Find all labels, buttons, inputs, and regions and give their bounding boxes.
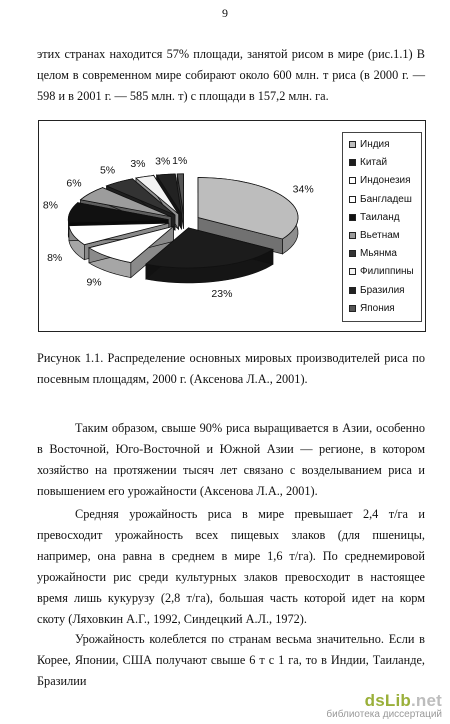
- paragraph-intro: этих странах находится 57% площади, занятой рисом в мире (рис.1.1) В целом в современном мире собирают около 600 млн. т риса (в 2000 г. — 598 и в 2001 г. — 585 млн. т) с площади в 157,2 млн. га.: [37, 47, 425, 103]
- legend-swatch: [349, 196, 356, 203]
- watermark: [326, 691, 442, 720]
- legend-label: Филиппины: [360, 266, 414, 278]
- pie-data-label: 3%: [155, 155, 171, 168]
- legend-swatch: [349, 177, 356, 184]
- figure-caption: Рисунок 1.1. Распределение основных мировых производителей риса по посевным площадям, 2000 г. (Аксенова Л.А., 2001).: [37, 351, 425, 386]
- legend-swatch: [349, 305, 356, 312]
- legend-swatch: [349, 268, 356, 275]
- paragraph-asia: Таким образом, свыше 90% риса выращивается в Азии, особенно в Восточной, Юго-Восточной и Южной Азии — регионе, в котором хозяйство на протяжении тысяч лет связано с возделыванием риса и повышением его урожайности (Аксенова Л.А., 2001).: [37, 421, 425, 498]
- legend-label: Мьянма: [360, 248, 397, 260]
- pie-data-label: 8%: [47, 252, 63, 265]
- pie-data-label: 3%: [130, 158, 146, 171]
- legend-label: Китай: [360, 157, 388, 169]
- pie-data-label: 6%: [66, 177, 82, 190]
- page-number: 9: [222, 6, 228, 20]
- pie-data-label: 8%: [42, 199, 59, 212]
- legend-label: Вьетнам: [360, 230, 400, 241]
- figure-rice-producers: [38, 120, 426, 332]
- pie-data-label: 9%: [86, 276, 102, 289]
- pie-data-label: 1%: [172, 154, 188, 167]
- legend-label: Индия: [360, 139, 390, 150]
- legend-label: Индонезия: [360, 175, 411, 187]
- pie-chart: [39, 121, 339, 333]
- pie-data-label: 5%: [99, 164, 116, 177]
- pie-data-label: 23%: [211, 288, 233, 301]
- paragraph-countries: Урожайность колеблется по странам весьма значительно. Если в Корее, Японии, США получают свыше 6 т с 1 га, то в Индии, Таиланде, Бразилии: [37, 632, 425, 688]
- legend-swatch: [349, 232, 356, 239]
- legend-label: Бразилия: [360, 284, 405, 296]
- legend-swatch: [349, 287, 356, 294]
- watermark-logo: dsLib.net: [364, 691, 442, 710]
- legend-swatch: [349, 250, 356, 257]
- watermark-subtitle: библиотека диссертаций: [326, 709, 442, 720]
- legend-label: Бангладеш: [360, 193, 412, 205]
- paragraph-yield: Средняя урожайность риса в мире превышает 2,4 т/га и превосходит урожайность всех пищевых злаков (для пшеницы, например, она равна в среднем в мире 1,6 т/га). По среднемировой урожайности рис среди культурных злаков превосходит в настоящее время лишь кукурузу (2,8 т/га), большая часть которой идет на корм скоту (Ляховкин А.Г., 1992, Синдецкий А.Л., 1972).: [37, 507, 425, 626]
- chart-legend: [342, 132, 422, 322]
- legend-swatch: [349, 159, 356, 166]
- legend-label: Япония: [360, 302, 395, 314]
- legend-label: Таиланд: [360, 211, 400, 223]
- pie-data-label: 34%: [292, 183, 314, 196]
- legend-swatch: [349, 141, 356, 148]
- legend-swatch: [349, 214, 356, 221]
